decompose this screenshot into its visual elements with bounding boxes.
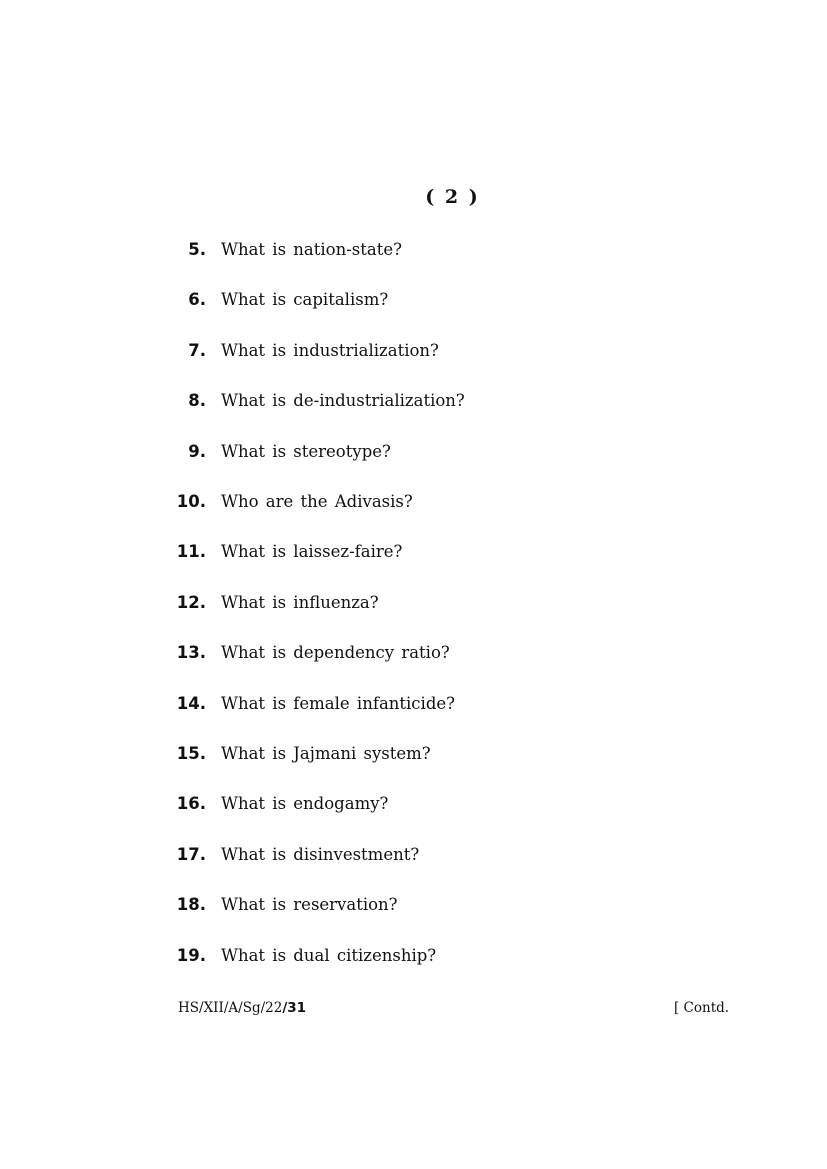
question-text: What is disinvestment? xyxy=(221,844,420,864)
question-text: What is stereotype? xyxy=(221,441,391,461)
paper-code xyxy=(178,1000,306,1016)
question-number: 6. xyxy=(188,290,206,310)
page-number: ( 2 ) xyxy=(425,186,480,208)
question-number: 11. xyxy=(176,542,206,562)
question-number: 17. xyxy=(176,844,206,864)
question-number: 15. xyxy=(176,744,206,763)
question-number: 12. xyxy=(176,592,206,612)
question-text: What is reservation? xyxy=(221,895,398,915)
question-number: 14. xyxy=(176,693,206,713)
paper-code-suffix: /31 xyxy=(282,1000,307,1016)
question-number: 18. xyxy=(176,895,206,915)
continued-marker: [ Contd. xyxy=(674,1000,730,1016)
question-text: What is nation-state? xyxy=(221,240,402,259)
question-text: What is influenza? xyxy=(221,592,379,612)
question-text: What is dependency ratio? xyxy=(221,643,450,663)
question-number: 9. xyxy=(188,441,206,461)
question-text: What is endogamy? xyxy=(221,794,389,814)
question-text: Who are the Adivasis? xyxy=(221,492,413,511)
question-text: What is de-industrialization? xyxy=(221,391,465,411)
question-number: 8. xyxy=(188,391,206,411)
question-text: What is laissez-faire? xyxy=(221,542,403,562)
question-text: What is female infanticide? xyxy=(221,693,456,713)
question-number: 5. xyxy=(188,240,206,259)
question-number: 10. xyxy=(176,492,206,511)
paper-code-prefix: HS/XII/A/Sg/22 xyxy=(178,1000,283,1016)
question-text: What is dual citizenship? xyxy=(221,945,437,965)
question-text: What is capitalism? xyxy=(221,290,389,310)
question-text: What is industrialization? xyxy=(221,340,439,360)
question-number: 13. xyxy=(176,643,206,663)
question-number: 19. xyxy=(176,945,206,965)
question-number: 7. xyxy=(188,340,206,360)
question-number: 16. xyxy=(176,794,206,814)
question-text: What is Jajmani system? xyxy=(221,744,431,763)
